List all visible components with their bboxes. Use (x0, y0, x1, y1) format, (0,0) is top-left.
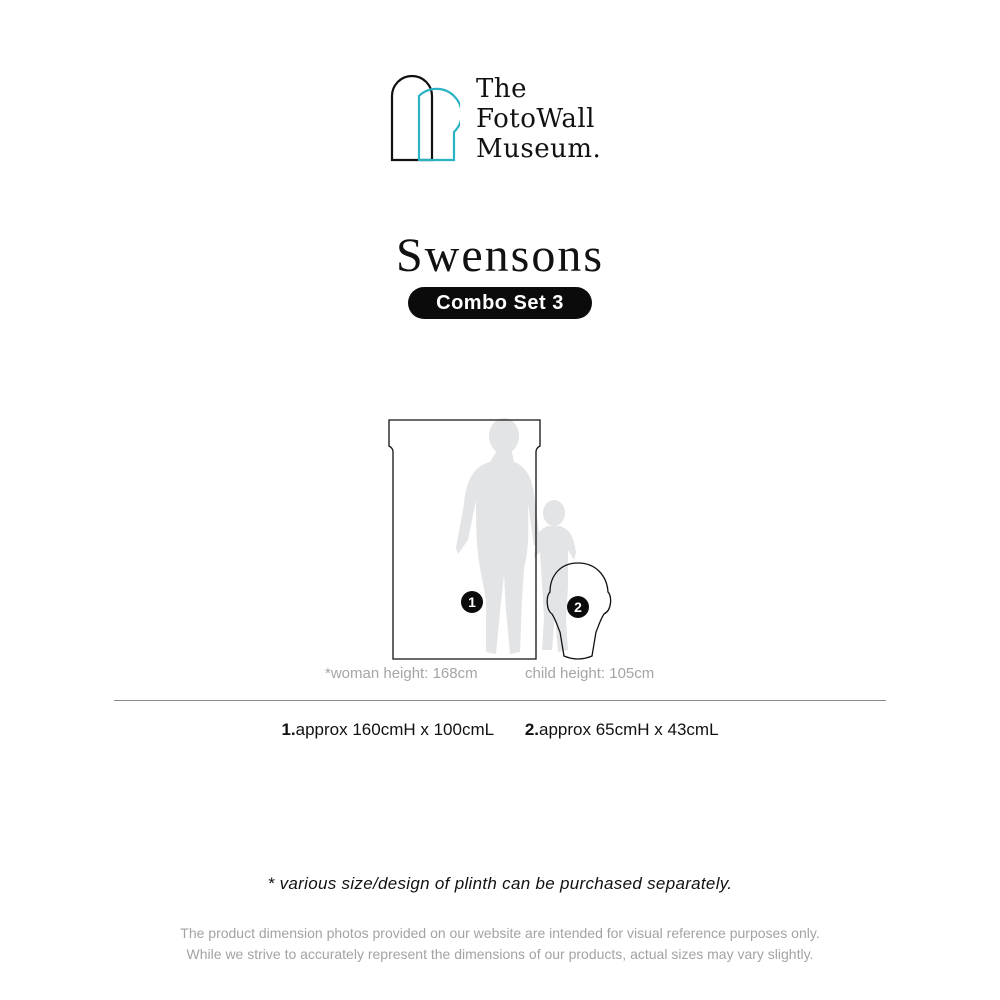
product-title: Swensons (395, 229, 605, 282)
woman-silhouette (456, 418, 540, 654)
dimension-number-1: 1. (281, 720, 296, 739)
dimension-text-1: approx 160cmH x 100cmL (295, 720, 495, 739)
marker-2-label: 2 (574, 599, 582, 615)
woman-height-note: *woman height: 168cm (325, 665, 478, 682)
brand-line-1: The (476, 74, 527, 104)
child-height-note: child height: 105cm (525, 665, 655, 682)
plinth-note: * various size/design of plinth can be purchased separately. (267, 874, 733, 893)
dimension-item-2 (525, 720, 719, 740)
dimension-item-1 (281, 720, 494, 740)
brand-line-3: Museum. (476, 134, 602, 164)
brand-line-2: FotoWall (476, 104, 595, 134)
marker-2 (567, 596, 589, 618)
disclaimer-line-1: The product dimension photos provided on our website are intended for visual reference purposes only. (180, 925, 820, 941)
child-silhouette (534, 500, 576, 652)
dimension-number-2: 2. (524, 720, 539, 739)
dimensions-row (0, 720, 1000, 740)
disclaimer (0, 923, 1000, 965)
marker-1 (461, 591, 483, 613)
disclaimer-line-2: While we strive to accurately represent the dimensions of our products, actual sizes may vary slightly. (186, 946, 814, 962)
combo-set-badge: Combo Set 3 (408, 287, 592, 319)
marker-1-label: 1 (468, 594, 476, 610)
dimension-text-2: approx 65cmH x 43cmL (539, 720, 719, 739)
divider-line (114, 700, 886, 701)
